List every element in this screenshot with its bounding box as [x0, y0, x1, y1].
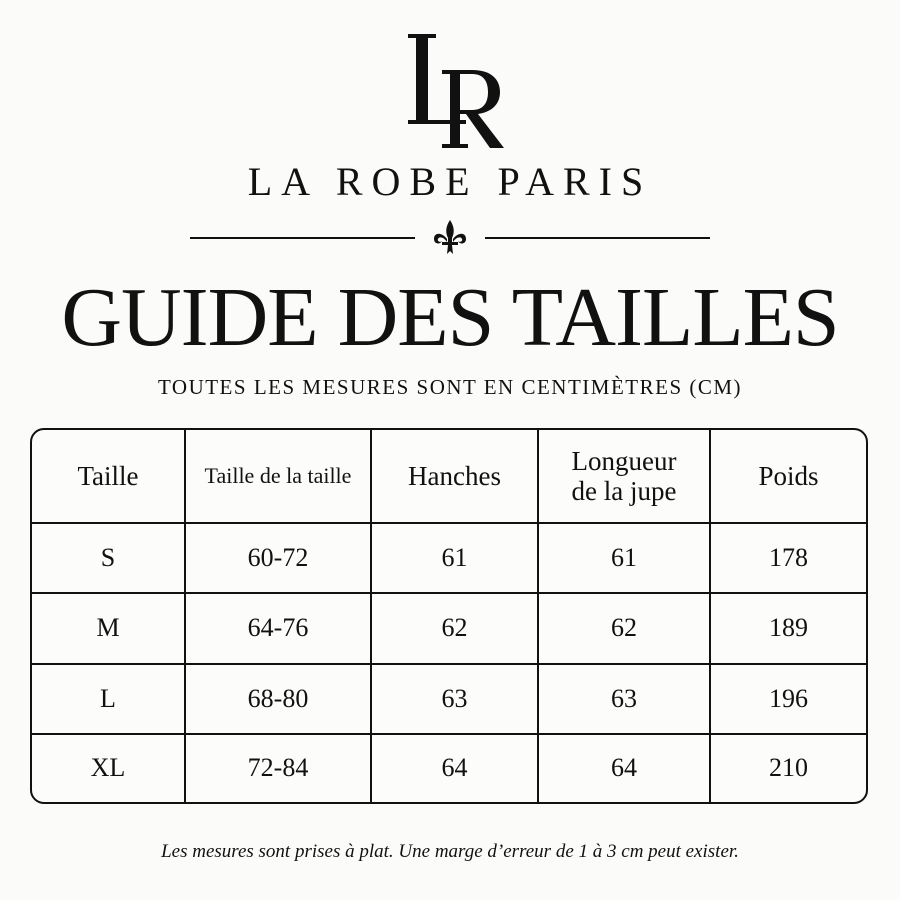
- cell-taille: M: [32, 593, 185, 663]
- header-taille-de-la-taille: Taille de la taille: [185, 430, 371, 523]
- footnote: Les mesures sont prises à plat. Une marge d’erreur de 1 à 3 cm peut exister.: [161, 841, 739, 862]
- cell-poids: 210: [769, 753, 808, 783]
- header-poids: Poids: [710, 430, 866, 523]
- header-taille: Taille: [32, 430, 185, 523]
- cell-longueur-jupe: 64: [538, 734, 710, 802]
- cell-taille-de-la-taille: 72-84: [185, 734, 371, 802]
- cell-hanches: 63: [371, 664, 538, 734]
- cell-taille: XL: [32, 734, 185, 802]
- header-hanches: Hanches: [371, 430, 538, 523]
- fleur-de-lis-icon: [430, 218, 470, 258]
- cell-longueur-jupe: 62: [538, 593, 710, 663]
- table-row: [32, 523, 866, 593]
- table-header-row: [32, 430, 866, 523]
- cell-hanches: 62: [371, 593, 538, 663]
- brand-monogram-logo: [0, 22, 900, 152]
- header-longueur-de-la-jupe: [538, 430, 710, 523]
- cell-poids: 178: [710, 523, 866, 593]
- table-row: [32, 664, 866, 734]
- page-subtitle: TOUTES LES MESURES SONT EN CENTIMÈTRES (CM): [157, 375, 743, 399]
- ornamental-divider: [190, 218, 710, 258]
- page-title: GUIDE DES TAILLES: [61, 271, 839, 364]
- cell-poids: 189: [710, 593, 866, 663]
- cell-taille: L: [32, 664, 185, 734]
- cell-taille-de-la-taille: 60-72: [185, 523, 371, 593]
- cell-longueur-jupe: 63: [538, 664, 710, 734]
- header-longueur-line2: de la jupe: [571, 476, 677, 506]
- header-longueur-line1: Longueur: [571, 446, 677, 476]
- brand-name: LA ROBE PARIS: [247, 159, 653, 204]
- cell-taille-de-la-taille: 68-80: [185, 664, 371, 734]
- cell-poids: 196: [710, 664, 866, 734]
- divider-line-left: [190, 237, 415, 239]
- divider-line-right: [485, 237, 710, 239]
- table-row: [32, 734, 866, 802]
- table-row: [32, 593, 866, 663]
- cell-longueur-jupe: 61: [538, 523, 710, 593]
- cell-taille-de-la-taille: 64-76: [185, 593, 371, 663]
- cell-hanches: 64: [371, 734, 538, 802]
- cell-hanches: 61: [371, 523, 538, 593]
- cell-taille: S: [32, 523, 185, 593]
- size-chart-table: [30, 428, 868, 804]
